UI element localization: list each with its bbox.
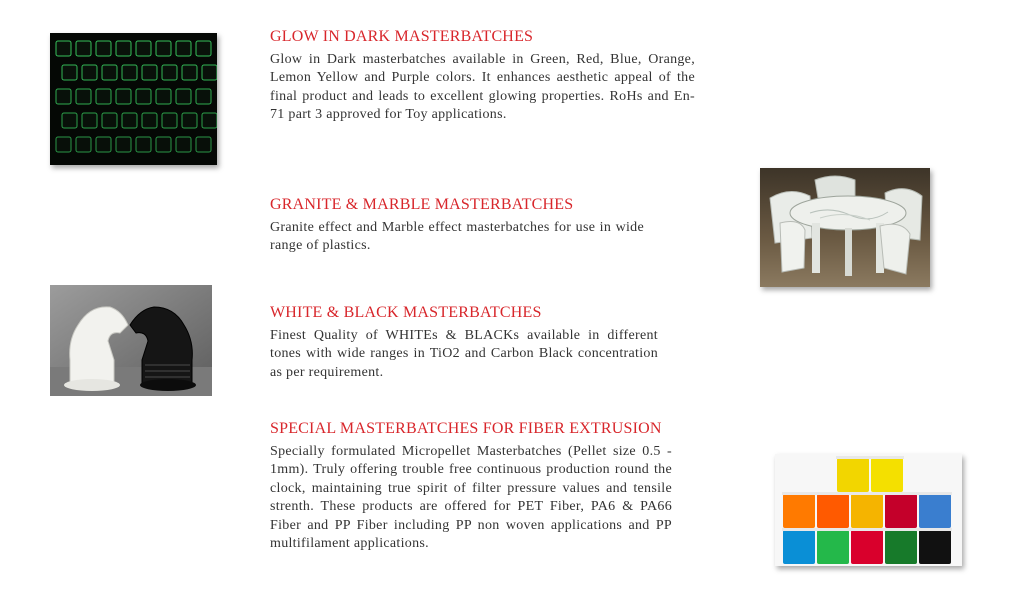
- marble-patio-furniture-image: [760, 168, 930, 287]
- section-heading: GRANITE & MARBLE MASTERBATCHES: [270, 196, 574, 213]
- section-white-black: [270, 303, 658, 382]
- section-heading: WHITE & BLACK MASTERBATCHES: [270, 304, 542, 321]
- glowing-keyboard-image: [50, 33, 217, 165]
- section-glow-in-dark: [270, 27, 695, 125]
- section-heading: SPECIAL MASTERBATCHES FOR FIBER EXTRUSION: [270, 420, 662, 437]
- section-description: Finest Quality of WHITEs & BLACKs available in different tones with wide ranges in TiO2 and Carbon Black concentration as per requirement.: [270, 328, 658, 380]
- section-heading: GLOW IN DARK MASTERBATCHES: [270, 28, 534, 45]
- section-description: Specially formulated Micropellet Masterbatches (Pellet size 0.5 - 1mm). Truly offering trouble free continuous production round the clock, maintaining true spirit of filter pressure values and tensile strenth. These products are offered for PET Fiber, PA6 & PA66 Fiber and PP Fiber including PP non woven applications and PP multifilament applications.: [270, 444, 672, 552]
- section-fiber-extrusion: [270, 419, 672, 553]
- chess-knights-image: [50, 285, 212, 396]
- section-description: Glow in Dark masterbatches available in Green, Red, Blue, Orange, Lemon Yellow and Purple colors. It enhances aesthetic appeal of the final product and leads to excellent glowing properties. RoHs and En-71 part 3 approved for Toy applications.: [270, 52, 695, 123]
- section-granite-marble: [270, 195, 644, 256]
- thread-spools-image: [775, 454, 962, 566]
- section-description: Granite effect and Marble effect masterbatches for use in wide range of plastics.: [270, 220, 644, 254]
